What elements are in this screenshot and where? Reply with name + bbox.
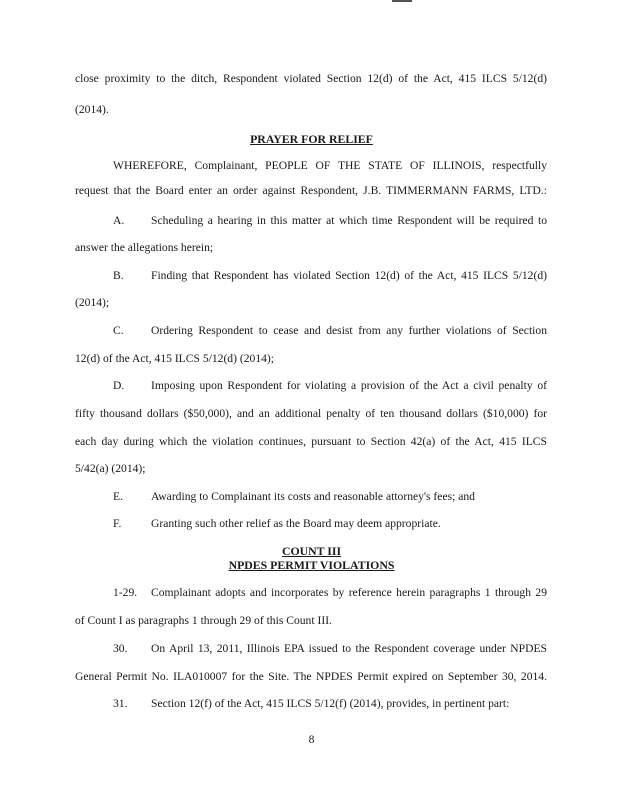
text-line: (2014); <box>75 296 110 309</box>
text-line: 12(d) of the Act, 415 ILCS 5/12(d) (2014); <box>75 352 274 365</box>
text-line: fifty thousand dollars ($50,000), and an additional penalty of ten thousand dollars ($10,000) for <box>75 407 547 420</box>
paragraph-label: 31. <box>113 697 128 710</box>
list-item-d <box>75 379 547 393</box>
page-number: 8 <box>308 733 315 746</box>
count-subheading: NPDES PERMIT VIOLATIONS <box>228 558 395 572</box>
item-text: Awarding to Complainant its costs and reasonable attorney's fees; and <box>151 490 475 503</box>
count-heading: COUNT III <box>281 544 342 558</box>
item-label: A. <box>113 214 125 227</box>
list-item-f <box>75 517 547 531</box>
item-label: E. <box>113 490 123 503</box>
text-line: (2014). <box>75 103 109 116</box>
scan-mark <box>392 0 412 2</box>
list-item-a <box>75 214 547 228</box>
text-line: each day during which the violation continues, pursuant to Section 42(a) of the Act, 415 ILCS <box>75 435 547 448</box>
paragraph-30 <box>75 642 547 656</box>
text-line: General Permit No. ILA010007 for the Site. The NPDES Permit expired on September 30, 2014. <box>75 670 547 683</box>
list-item-b <box>75 269 547 283</box>
item-text: Scheduling a hearing in this matter at which time Respondent will be required to <box>151 214 547 227</box>
item-text: Finding that Respondent has violated Section 12(d) of the Act, 415 ILCS 5/12(d) <box>151 269 547 282</box>
list-item-e <box>75 490 547 504</box>
prayer-heading: PRAYER FOR RELIEF <box>250 132 373 146</box>
paragraph-1-29 <box>75 586 547 600</box>
text-line: request that the Board enter an order against Respondent, J.B. TIMMERMANN FARMS, LTD.: <box>75 184 547 197</box>
item-label: F. <box>113 517 122 530</box>
item-label: C. <box>113 324 124 337</box>
paragraph-text: Complainant adopts and incorporates by reference herein paragraphs 1 through 29 <box>151 586 547 599</box>
item-text: Granting such other relief as the Board may deem appropriate. <box>151 517 441 530</box>
paragraph-label: 1-29. <box>113 586 138 599</box>
text-line: 5/42(a) (2014); <box>75 462 146 475</box>
item-text: Imposing upon Respondent for violating a provision of the Act a civil penalty of <box>151 379 547 392</box>
list-item-c <box>75 324 547 338</box>
paragraph-31 <box>75 697 547 711</box>
text-line: WHEREFORE, Complainant, PEOPLE OF THE STATE OF ILLINOIS, respectfully <box>113 159 547 172</box>
paragraph-text: Section 12(f) of the Act, 415 ILCS 5/12(f) (2014), provides, in pertinent part: <box>151 697 510 710</box>
text-line: close proximity to the ditch, Respondent violated Section 12(d) of the Act, 415 ILCS 5/12(d) <box>75 72 547 85</box>
paragraph-text: On April 13, 2011, Illinois EPA issued to the Respondent coverage under NPDES <box>151 642 547 655</box>
item-text: Ordering Respondent to cease and desist from any further violations of Section <box>151 324 547 337</box>
item-label: B. <box>113 269 124 282</box>
item-label: D. <box>113 379 125 392</box>
text-line: of Count I as paragraphs 1 through 29 of this Count III. <box>75 614 332 627</box>
paragraph-label: 30. <box>113 642 128 655</box>
text-line: answer the allegations herein; <box>75 241 214 254</box>
